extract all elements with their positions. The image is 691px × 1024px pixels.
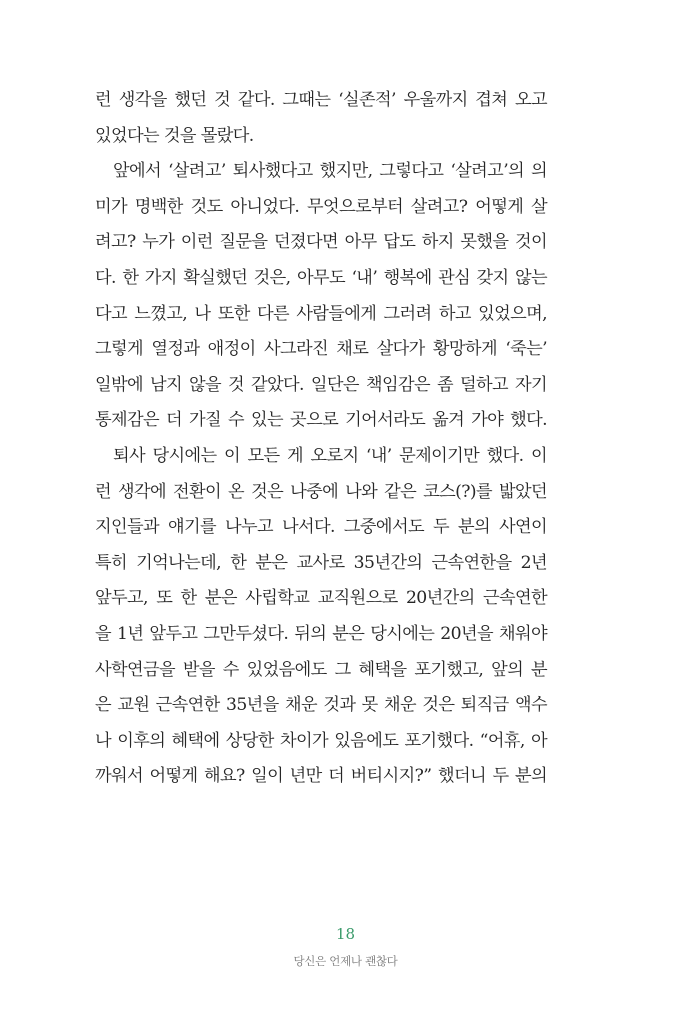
text-line: 앞두고, 또 한 분은 사립학교 교직원으로 20년간의 근속연한 <box>95 588 547 609</box>
running-footer-book-title: 당신은 언제나 괜찮다 <box>293 954 398 968</box>
text-line: 려고? 누가 이런 질문을 던졌다면 아무 답도 하지 못했을 것이 <box>95 232 547 253</box>
text-line-paragraph-start: 앞에서 ‘살려고’ 퇴사했다고 했지만, 그렇다고 ‘살려고’의 의 <box>113 161 547 182</box>
text-line: 을 1년 앞두고 그만두셨다. 뒤의 분은 당시에는 20년을 채워야 <box>95 623 547 644</box>
text-line: 나 이후의 혜택에 상당한 차이가 있음에도 포기했다. “어휴, 아 <box>95 730 547 751</box>
text-line: 다고 느꼈고, 나 또한 다른 사람들에게 그러려 하고 있었으며, <box>95 303 547 324</box>
text-line: 통제감은 더 가질 수 있는 곳으로 기어서라도 옮겨 가야 했다. <box>95 410 547 431</box>
text-line: 특히 기억나는데, 한 분은 교사로 35년간의 근속연한을 2년 <box>95 552 547 573</box>
text-line: 일밖에 남지 않을 것 같았다. 일단은 책임감은 좀 덜하고 자기 <box>95 374 547 395</box>
text-line: 미가 명백한 것도 아니었다. 무엇으로부터 살려고? 어떻게 살 <box>95 196 547 217</box>
body-text <box>95 83 547 795</box>
text-line: 은 교원 근속연한 35년을 채운 것과 못 채운 것은 퇴직금 액수 <box>95 695 547 716</box>
text-line: 런 생각에 전환이 온 것은 나중에 나와 같은 코스(?)를 밟았던 <box>95 481 547 502</box>
text-line-paragraph-start: 퇴사 당시에는 이 모든 게 오로지 ‘내’ 문제이기만 했다. 이 <box>113 445 547 466</box>
text-line: 있었다는 것을 몰랐다. <box>95 125 254 146</box>
text-line: 런 생각을 했던 것 같다. 그때는 ‘실존적’ 우울까지 겹쳐 오고 <box>95 90 547 110</box>
text-line: 그렇게 열정과 애정이 사그라진 채로 살다가 황망하게 ‘죽는’ <box>95 339 547 360</box>
text-line: 지인들과 얘기를 나누고 나서다. 그중에서도 두 분의 사연이 <box>95 517 547 538</box>
text-line: 까워서 어떻게 해요? 일이 년만 더 버티시지?” 했더니 두 분의 <box>95 766 547 787</box>
page-number: 18 <box>335 925 356 943</box>
text-line: 사학연금을 받을 수 있었음에도 그 혜택을 포기했고, 앞의 분 <box>95 659 547 680</box>
text-line: 다. 한 가지 확실했던 것은, 아무도 ‘내’ 행복에 관심 갖지 않는 <box>95 267 547 288</box>
